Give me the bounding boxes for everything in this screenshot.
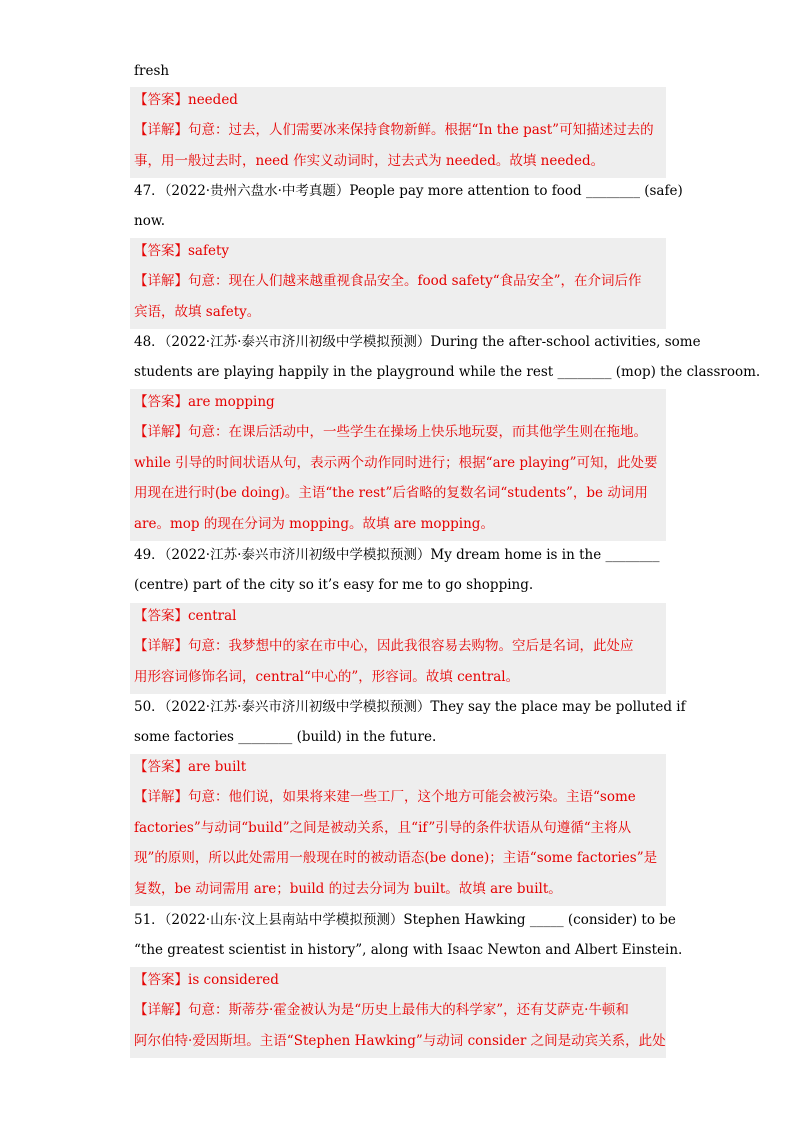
analysis-text: 用形容词修饰名词，central“中心的”，形容词。故填 central。 xyxy=(134,668,520,685)
question-text-continued: “the greatest scientist in history”, along with Isaac Newton and Albert Einstein. xyxy=(134,942,683,959)
analysis-text: 【详解】句意：他们说，如果将来建一些工厂，这个地方可能会被污染。主语“some xyxy=(134,789,636,806)
question-text: 48．（2022·江苏·泰兴市济川初级中学模拟预测）During the after-school activities, some xyxy=(134,334,701,350)
question-text: 49．（2022·江苏·泰兴市济川初级中学模拟预测）My dream home is in the ________ xyxy=(134,547,660,563)
analysis-text: 【详解】句意：过去，人们需要冰来保持食物新鲜。根据“In the past”可知描述过去的 xyxy=(134,122,654,139)
analysis-text: are。mop 的现在分词为 mopping。故填 are mopping。 xyxy=(134,515,494,532)
question-text: 50．（2022·江苏·泰兴市济川初级中学模拟预测）They say the place may be polluted if xyxy=(134,699,686,715)
answer-value: are mopping xyxy=(188,394,275,410)
analysis-text: 复数，be 动词需用 are；build 的过去分词为 built。故填 are built。 xyxy=(134,880,562,897)
answer-line xyxy=(134,967,666,993)
answer-line xyxy=(134,238,666,264)
answer-value: is considered xyxy=(188,972,279,988)
answer-value: are built xyxy=(188,759,247,775)
analysis-text: 用现在进行时(be doing)。主语“the rest”后省略的复数名词“students”，be 动词用 xyxy=(134,485,648,502)
analysis-text: 【详解】句意：斯蒂芬·霍金被认为是“历史上最伟大的科学家”，还有艾萨克·牛顿和 xyxy=(134,1002,629,1019)
answer-label: 【答案】 xyxy=(134,759,188,775)
answer-value: needed xyxy=(188,92,238,108)
answer-label: 【答案】 xyxy=(134,972,188,988)
answer-line xyxy=(134,603,666,629)
answer-box xyxy=(130,603,666,694)
analysis-text: while 引导的时间状语从句，表示两个动作同时进行；根据“are playing”可知，此处要 xyxy=(134,454,658,471)
question-text-continued: (centre) part of the city so it’s easy for me to go shopping. xyxy=(134,577,534,594)
answer-box xyxy=(130,87,666,178)
answer-box xyxy=(130,754,666,906)
analysis-text: 【详解】句意：在课后活动中，一些学生在操场上快乐地玩耍，而其他学生则在拖地。 xyxy=(134,424,647,441)
answer-box xyxy=(130,967,666,1058)
analysis-text: 【详解】句意：现在人们越来越重视食品安全。food safety“食品安全”，在介词后作 xyxy=(134,273,642,290)
question-text: 51．（2022·山东·汶上县南站中学模拟预测）Stephen Hawking _____ (consider) to be xyxy=(134,912,676,928)
analysis-text: 【详解】句意：我梦想中的家在市中心，因此我很容易去购物。空后是名词，此处应 xyxy=(134,638,634,655)
text-line: fresh xyxy=(134,63,170,79)
answer-label: 【答案】 xyxy=(134,608,188,624)
question-text-continued: students are playing happily in the playground while the rest ________ (mop) the classroom. xyxy=(134,364,761,381)
question-text-continued: some factories ________ (build) in the future. xyxy=(134,729,437,746)
answer-line xyxy=(134,87,666,113)
answer-label: 【答案】 xyxy=(134,92,188,108)
answer-box xyxy=(130,389,666,541)
question-text: 47．（2022·贵州六盘水·中考真题）People pay more attention to food ________ (safe) xyxy=(134,183,683,199)
analysis-text: 阿尔伯特·爱因斯坦。主语“Stephen Hawking”与动词 consider 之间是动宾关系，此处 xyxy=(134,1032,666,1049)
analysis-text: 宾语，故填 safety。 xyxy=(134,303,261,320)
answer-value: safety xyxy=(188,243,230,259)
answer-label: 【答案】 xyxy=(134,243,188,259)
answer-label: 【答案】 xyxy=(134,394,188,410)
analysis-text: factories”与动词“build”之间是被动关系，且“if”引导的条件状语从句遵循“主将从 xyxy=(134,819,632,836)
question-text-continued: now. xyxy=(134,213,166,230)
answer-line xyxy=(134,389,666,415)
analysis-text: 现”的原则，所以此处需用一般现在时的被动语态(be done)；主语“some factories”是 xyxy=(134,850,658,867)
answer-line xyxy=(134,754,666,780)
answer-value: central xyxy=(188,608,237,624)
answer-box xyxy=(130,238,666,329)
analysis-text: 事，用一般过去时，need 作实义动词时，过去式为 needed。故填 needed。 xyxy=(134,152,605,169)
